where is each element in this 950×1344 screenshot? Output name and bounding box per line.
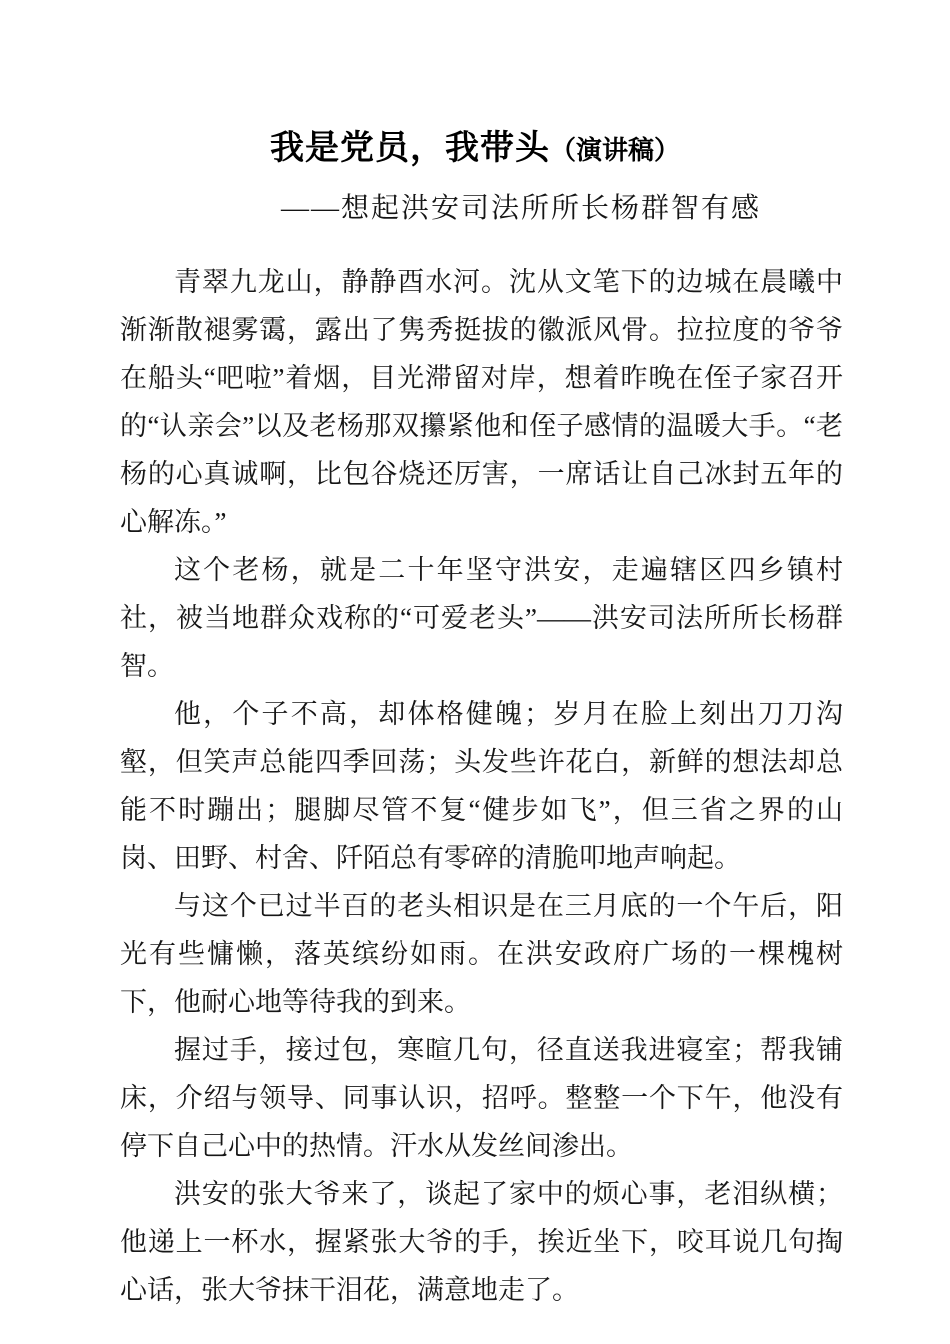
document-title-text: 我是党员，我带头 bbox=[269, 130, 550, 167]
paragraph: 这个老杨，就是二十年坚守洪安，走遍辖区四乡镇村社，被当地群众戏称的“可爱老头”——洪安司法所所长杨群智。 bbox=[120, 555, 843, 681]
document-body bbox=[120, 258, 843, 1314]
document-title-qualifier: （演讲稿） bbox=[549, 136, 680, 165]
document-title bbox=[0, 126, 950, 174]
paragraph: 与这个已过半百的老头相识是在三月底的一个午后，阳光有些慵懒，落英缤纷如雨。在洪安政府广场的一棵槐树下，他耐心地等待我的到来。 bbox=[120, 891, 843, 1017]
paragraph: 他，个子不高，却体格健魄；岁月在脸上刻出刀刀沟壑，但笑声总能四季回荡；头发些许花白，新鲜的想法却总能不时蹦出；腿脚尽管不复“健步如飞”，但三省之界的山岗、田野、村舍、阡陌总有零碎的清脆叩地声响起。 bbox=[120, 699, 843, 873]
paragraph: 青翠九龙山，静静酉水河。沈从文笔下的边城在晨曦中渐渐散褪雾霭，露出了隽秀挺拔的徽派风骨。拉拉度的爷爷在船头“吧啦”着烟，目光滞留对岸，想着昨晚在侄子家召开的“认亲会”以及老杨那双攥紧他和侄子感情的温暖大手。“老杨的心真诚啊，比包谷烧还厉害，一席话让自己冰封五年的心解冻。” bbox=[120, 267, 843, 537]
paragraph: 握过手，接过包，寒暄几句，径直送我进寝室；帮我铺床，介绍与领导、同事认识，招呼。整整一个下午，他没有停下自己心中的热情。汗水从发丝间渗出。 bbox=[120, 1035, 843, 1161]
document-subtitle: ——想起洪安司法所所长杨群智有感 bbox=[280, 193, 761, 224]
paragraph: 洪安的张大爷来了，谈起了家中的烦心事，老泪纵横；他递上一杯水，握紧张大爷的手，挨近坐下，咬耳说几句掏心话，张大爷抹干泪花，满意地走了。 bbox=[120, 1179, 843, 1305]
